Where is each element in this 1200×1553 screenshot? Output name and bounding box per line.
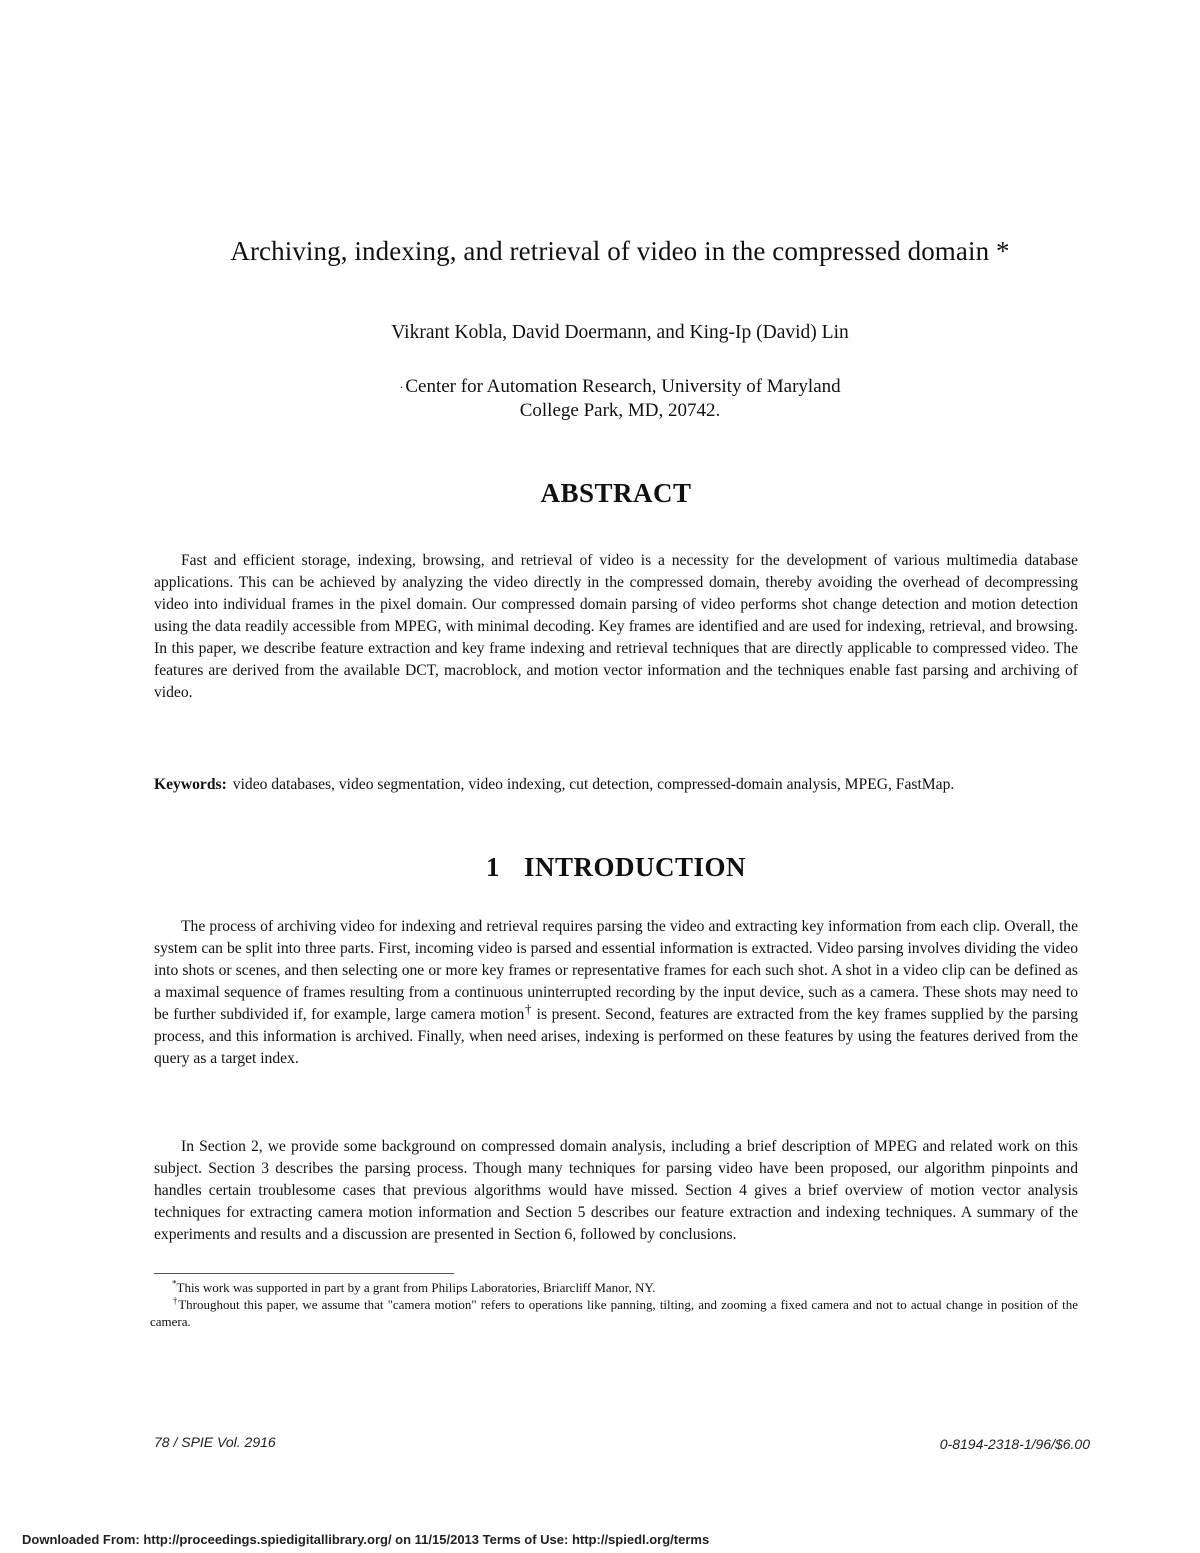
footnote-2	[150, 1296, 1078, 1330]
footnote-2-text: Throughout this paper, we assume that "camera motion" refers to operations like panning, tilting, and zooming a fixed camera and not to actual change in position of the camera.	[150, 1297, 1079, 1329]
keywords	[154, 774, 1078, 796]
page-footer-left: 78 / SPIE Vol. 2916	[154, 1434, 276, 1450]
download-notice: Downloaded From: http://proceedings.spiedigitallibrary.org/ on 11/15/2013 Terms of Use: http://spiedl.org/terms	[22, 1532, 710, 1547]
footnote-2-mark: †	[172, 1295, 179, 1306]
intro-paragraph-1	[154, 916, 1078, 1070]
keywords-label: Keywords:	[154, 776, 227, 793]
abstract-text: Fast and efficient storage, indexing, browsing, and retrieval of video is a necessity for the development of various multimedia database applications. This can be achieved by analyzing the video directly in the compressed domain, thereby avoiding the overhead of decompressing video into individual frames in the pixel domain. Our compressed domain parsing of video performs shot change detection and motion detection using the data readily accessible from MPEG, with minimal decoding. Key frames are identified and are used for indexing, retrieval, and browsing. In this paper, we describe feature extraction and key frame indexing and retrieval techniques that are directly applicable to compressed video. The features are derived from the available DCT, macroblock, and motion vector information and the techniques enable fast parsing and archiving of video.	[154, 552, 1078, 701]
intro-p1-text-b: is present. Second, features are extracted from the key frames supplied by the parsing process, and this information is archived. Finally, when need arises, indexing is performed on these features by using the features derived from the query as a target index.	[154, 1006, 1078, 1067]
footnote-mark-dagger: †	[524, 1000, 533, 1016]
keywords-text: video databases, video segmentation, video indexing, cut detection, compressed-domain analysis, MPEG, FastMap.	[232, 776, 955, 793]
footnote-divider	[154, 1273, 454, 1274]
footnotes	[150, 1279, 1078, 1330]
affiliation-line-2: College Park, MD, 20742.	[519, 400, 721, 421]
footnote-1-mark: *	[172, 1278, 177, 1289]
paper-title: Archiving, indexing, and retrieval of video in the compressed domain *	[230, 236, 1010, 266]
abstract-body	[154, 550, 1078, 704]
section-number: 1	[485, 852, 500, 882]
section-title: INTRODUCTION	[523, 852, 747, 882]
author-list: Vikrant Kobla, David Doermann, and King-Ip (David) Lin	[391, 322, 849, 343]
intro-paragraph-2	[154, 1136, 1078, 1246]
affiliation-mark: ·	[399, 380, 404, 394]
intro-p2-text: In Section 2, we provide some background on compressed domain analysis, including a brief description of MPEG and related work on this subject. Section 3 describes the parsing process. Though many techniques for parsing video have been proposed, our algorithm pinpoints and handles certain troublesome cases that previous algorithms would have missed. Section 4 gives a brief overview of motion vector analysis techniques for extracting camera motion information and Section 5 describes our feature extraction and indexing techniques. A summary of the experiments and results and a discussion are presented in Section 6, followed by conclusions.	[154, 1138, 1078, 1243]
footnote-1	[150, 1279, 1078, 1296]
affiliation	[0, 375, 1200, 423]
page-footer-right: 0-8194-2318-1/96/$6.00	[939, 1436, 1090, 1452]
footnote-1-text: This work was supported in part by a grant from Philips Laboratories, Briarcliff Manor, NY.	[176, 1280, 656, 1295]
section-heading-introduction	[0, 852, 1200, 883]
intro-p1-text-a: The process of archiving video for indexing and retrieval requires parsing the video and extracting key information from each clip. Overall, the system can be split into three parts. First, incoming video is parsed and essential information is extracted. Video parsing involves dividing the video into shots or scenes, and then selecting one or more key frames or representative frames for each such shot. A shot in a video clip can be defined as a maximal sequence of frames resulting from a continuous uninterrupted recording by the input device, such as a camera. These shots may need to be further subdivided if, for example, large camera motion	[154, 918, 1078, 1023]
abstract-heading: ABSTRACT	[540, 478, 692, 508]
affiliation-line-1: Center for Automation Research, University of Maryland	[405, 376, 841, 397]
